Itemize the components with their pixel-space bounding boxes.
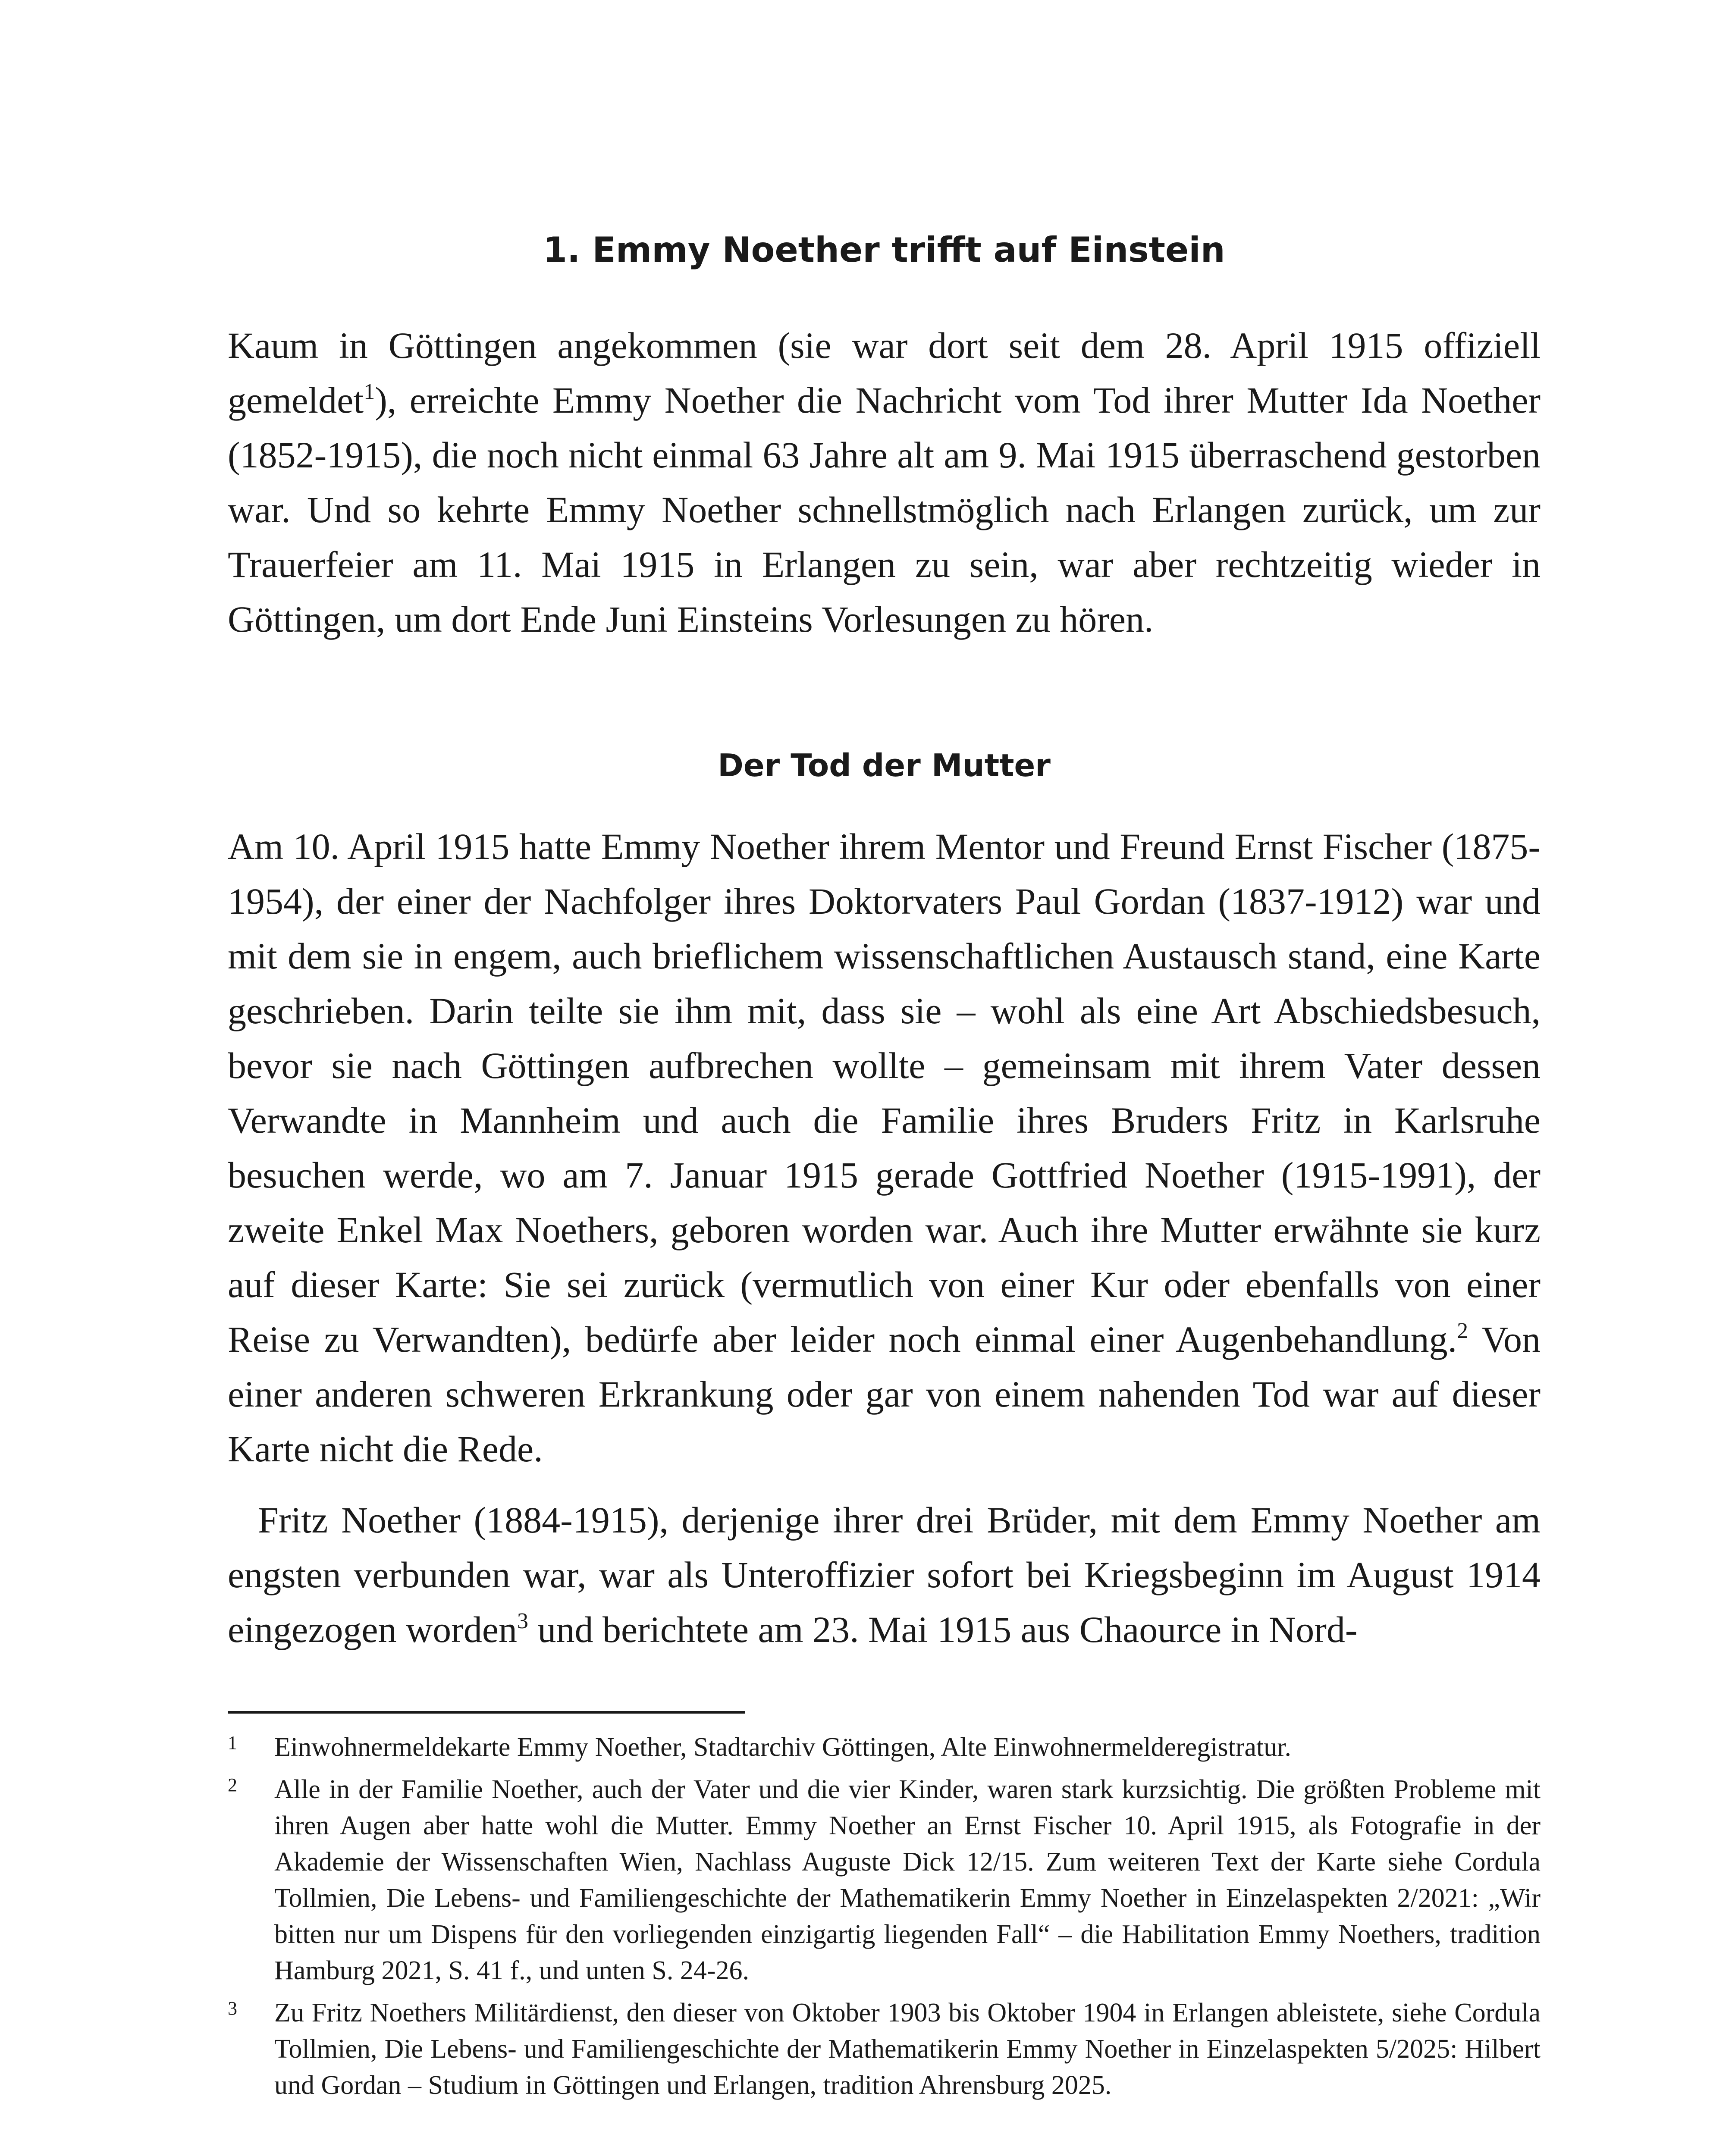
paragraph-mother-death — [228, 819, 1541, 1476]
footnote-text: Einwohnermeldekarte Emmy Noether, Stadtarchiv Göttingen, Alte Einwohnermelderegistratur. — [274, 1733, 1291, 1762]
footnotes-section — [228, 1729, 1541, 2109]
footnote-item — [228, 1729, 1541, 1765]
footnote-text: Zu Fritz Noethers Militärdienst, den dieser von Oktober 1903 bis Oktober 1904 in Erlangen ableistete, siehe Cordula Tollmien, Die Lebens- und Familiengeschichte der Mathematikerin Emmy Noether in Einzelaspekten 5/2025: Hilbert und Gordan – Studium in Göttingen und Erlangen, tradition Ahrensburg 2025. — [274, 1998, 1541, 2100]
paragraph-text: Von einer anderen schweren Erkrankung oder gar von einem nahenden Tod war auf dieser Karte nicht die Rede. — [228, 1319, 1541, 1470]
footnote-number: 1 — [228, 1732, 237, 1753]
footnote-reference[interactable]: 3 — [517, 1609, 528, 1633]
footnote-reference[interactable]: 2 — [1457, 1319, 1468, 1343]
footnote-number: 3 — [228, 1998, 237, 2019]
paragraph-text: Fritz Noether (1884-1915), derjenige ihrer drei Brüder, mit dem Emmy Noether am engsten verbunden war, war als Unteroffizier sofort bei Kriegsbeginn im August 1914 eingezogen worden — [228, 1499, 1541, 1650]
footnote-item — [228, 1771, 1541, 1989]
paragraph-text: und berichtete am 23. Mai 1915 aus Chaource in Nord- — [528, 1609, 1358, 1650]
paragraph-text: ), erreichte Emmy Noether die Nachricht vom Tod ihrer Mutter Ida Noether (1852-1915), die noch nicht einmal 63 Jahre alt am 9. Mai 1915 überraschend gestorben war. Und so kehrte Emmy Noether schnellstmöglich nach Erlangen zurück, um zur Trauerfeier am 11. Mai 1915 in Erlangen zu sein, war aber rechtzeitig wieder in Göttingen, um dort Ende Juni Einsteins Vorlesungen zu hören. — [228, 379, 1541, 640]
footnote-divider — [228, 1711, 745, 1714]
paragraph-text: Kaum in Göttingen angekommen (sie war dort seit dem 28. April 1915 offiziell gemeldet — [228, 325, 1541, 421]
footnote-number: 2 — [228, 1774, 237, 1796]
footnote-text: Alle in der Familie Noether, auch der Vater und die vier Kinder, waren stark kurzsichtig. Die größten Probleme mit ihren Augen aber hatte wohl die Mutter. Emmy Noether an Ernst Fischer 10. April 1915, als Fotografie in der Akademie der Wissenschaften Wien, Nachlass Auguste Dick 12/15. Zum weiteren Text der Karte siehe Cordula Tollmien, Die Lebens- und Familiengeschichte der Mathematikerin Emmy Noether in Einzelaspekten 2/2021: „Wir bitten nur um Dispens für den vorliegenden einzigartig liegenden Fall“ – die Habilitation Emmy Noethers, tradition Hamburg 2021, S. 41 f., und unten S. 24-26. — [274, 1775, 1541, 1985]
document-page — [228, 0, 1541, 2156]
footnote-reference[interactable]: 1 — [364, 379, 375, 404]
paragraph-intro — [228, 318, 1541, 647]
paragraph-text: Am 10. April 1915 hatte Emmy Noether ihrem Mentor und Freund Ernst Fischer (1875-1954), der einer der Nachfolger ihres Doktorvaters Paul Gordan (1837-1912) war und mit dem sie in engem, auch brieflichem wissenschaftlichen Austausch stand, eine Karte geschrieben. Darin teilte sie ihm mit, dass sie – wohl als eine Art Abschiedsbesuch, bevor sie nach Göttingen aufbrechen wollte – gemeinsam mit ihrem Vater dessen Verwandte in Mannheim und auch die Familie ihres Bruders Fritz in Karlsruhe besuchen werde, wo am 7. Januar 1915 gerade Gottfried Noether (1915-1991), der zweite Enkel Max Noethers, geboren worden war. Auch ihre Mutter erwähnte sie kurz auf dieser Karte: Sie sei zurück (vermutlich von einer Kur oder ebenfalls von einer Reise zu Verwandten), bedürfe aber leider noch einmal einer Augenbehandlung. — [228, 826, 1541, 1360]
paragraph-fritz-noether — [228, 1493, 1541, 1657]
chapter-title: 1. Emmy Noether trifft auf Einstein — [543, 230, 1225, 270]
section-title: Der Tod der Mutter — [718, 747, 1051, 783]
footnote-item — [228, 1995, 1541, 2103]
